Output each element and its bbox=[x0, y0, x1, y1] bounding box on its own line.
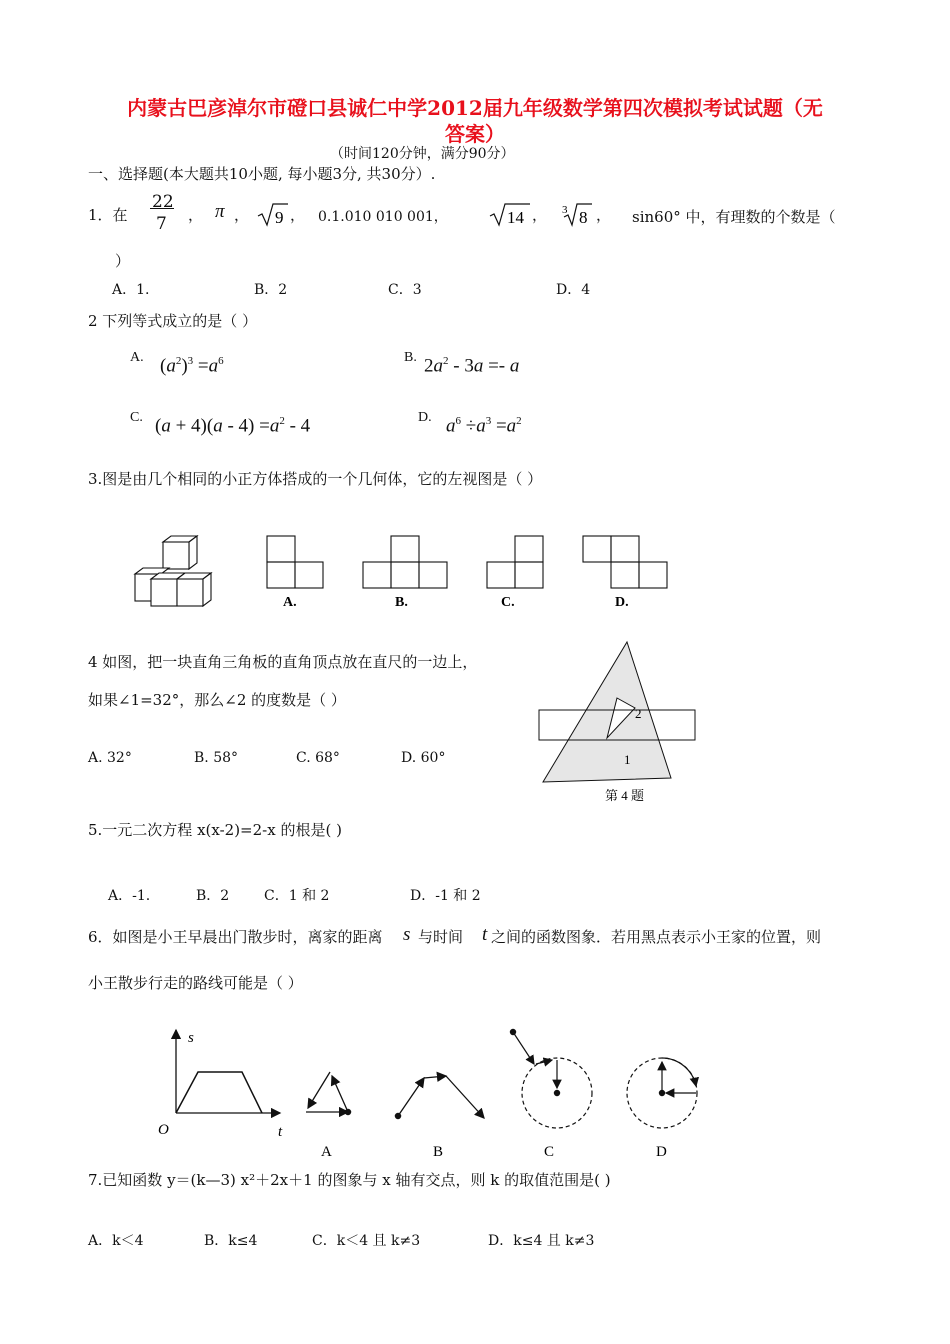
cbrt-index: 3 bbox=[562, 204, 568, 216]
q2-label-d: D. bbox=[418, 410, 432, 425]
q1-comma2: ， bbox=[234, 206, 250, 224]
q1-option-a[interactable]: A．1. bbox=[112, 282, 150, 298]
q6-line1-a: 6．如图是小王早晨出门散步时，离家的距离 bbox=[88, 928, 383, 946]
exam-title-line1: 内蒙古巴彦淖尔市磴口县诚仁中学2012届九年级数学第四次模拟考试试题（无 bbox=[127, 96, 823, 120]
q7-option-b[interactable]: B．k≤4 bbox=[204, 1233, 258, 1249]
q3-figures bbox=[125, 530, 685, 615]
q1-option-d[interactable]: D．4 bbox=[556, 282, 591, 298]
q4-option-b[interactable]: B. 58° bbox=[194, 750, 239, 766]
q7-stem: 7.已知函数 y＝(k—3) x²＋2x＋1 的图象与 x 轴有交点，则 k 的取值范围是( ) bbox=[88, 1171, 611, 1189]
q4-option-d[interactable]: D. 60° bbox=[401, 750, 446, 766]
q6-line2: 小王散步行走的路线可能是（ ） bbox=[88, 974, 303, 992]
q1-comma3: ， bbox=[290, 206, 306, 224]
q2-label-c: C. bbox=[130, 410, 143, 425]
q5-option-b[interactable]: B．2 bbox=[196, 888, 230, 904]
q1-option-c[interactable]: C．3 bbox=[388, 282, 422, 298]
q1-comma4: ， bbox=[532, 206, 548, 224]
angle-2-label: 2 bbox=[635, 706, 642, 721]
q6-label-c: C bbox=[544, 1144, 555, 1160]
q1-frac-bar bbox=[150, 208, 174, 209]
q1-pi: π bbox=[215, 201, 225, 222]
q2-label-b: B. bbox=[404, 350, 417, 365]
graph-axis-s: s bbox=[188, 1030, 194, 1046]
q5-stem: 5.一元二次方程 x(x-2)=2-x 的根是( ) bbox=[88, 821, 342, 839]
cbrt-8 bbox=[560, 200, 596, 228]
angle-1-label: 1 bbox=[624, 752, 631, 767]
q4-ruler-triangle-figure bbox=[535, 638, 700, 813]
set-square bbox=[543, 642, 671, 782]
q6-var-t: t bbox=[482, 924, 488, 945]
sqrt-14 bbox=[488, 200, 532, 228]
q5-option-a[interactable]: A．-1. bbox=[108, 888, 151, 904]
q1-prefix: 1．在 bbox=[88, 206, 128, 224]
q4-figure-caption: 第 4 题 bbox=[605, 788, 645, 803]
q3-view-d[interactable] bbox=[583, 536, 667, 588]
cube-solid-figure bbox=[135, 536, 211, 606]
sqrt9-radicand: 9 bbox=[275, 208, 284, 227]
q4-option-c[interactable]: C. 68° bbox=[296, 750, 340, 766]
q6-label-b: B bbox=[433, 1144, 444, 1160]
q6-line1-mid: 与时间 bbox=[418, 928, 464, 946]
exam-title-line2: 答案） bbox=[445, 122, 505, 146]
sqrt14-radicand: 14 bbox=[507, 208, 524, 227]
q3-view-c[interactable] bbox=[487, 536, 543, 588]
q1-frac-den: 7 bbox=[156, 214, 167, 234]
q7-option-d[interactable]: D．k≤4 且 k≠3 bbox=[488, 1233, 595, 1249]
q1-decimal: 0.1.010 010 001， bbox=[318, 209, 448, 225]
q6-line1-end: 之间的函数图象．若用黑点表示小王家的位置，则 bbox=[491, 928, 822, 946]
q3-stem: 3.图是由几个相同的小正方体搭成的一个几何体，它的左视图是（ ） bbox=[88, 470, 543, 488]
q2-option-d[interactable]: $a^6 \div a^3 =a^2$ bbox=[446, 415, 522, 437]
q6-label-d: D bbox=[656, 1144, 667, 1160]
route-a[interactable] bbox=[306, 1072, 351, 1115]
graph-axis-t: t bbox=[278, 1124, 283, 1140]
q2-option-c[interactable]: $(a + 4)(a - 4) =a^2 - 4$ bbox=[155, 415, 311, 437]
q4-line1: 4 如图，把一块直角三角板的直角顶点放在直尺的一边上， bbox=[88, 653, 478, 671]
q3-label-d: D. bbox=[615, 595, 629, 610]
sqrt-9 bbox=[256, 200, 290, 228]
q3-view-a[interactable] bbox=[267, 536, 323, 588]
route-d[interactable] bbox=[627, 1058, 697, 1128]
q2-option-b[interactable]: $2a^2 - 3a =- a$ bbox=[424, 355, 520, 377]
route-c[interactable] bbox=[510, 1029, 592, 1128]
q3-label-b: B. bbox=[395, 595, 408, 610]
q1-comma: ， bbox=[188, 206, 204, 224]
q2-label-a: A. bbox=[130, 350, 144, 365]
q5-option-d[interactable]: D．-1 和 2 bbox=[410, 888, 481, 904]
q6-figures bbox=[150, 1020, 710, 1165]
q1-sin-text: sin60° 中，有理数的个数是（ bbox=[632, 208, 836, 226]
q1-close: ） bbox=[115, 252, 131, 270]
q1-option-b[interactable]: B．2 bbox=[254, 282, 288, 298]
q1-comma5: ， bbox=[596, 206, 612, 224]
q7-option-a[interactable]: A．k＜4 bbox=[88, 1233, 144, 1249]
q3-label-c: C. bbox=[501, 595, 515, 610]
section-heading: 一、选择题(本大题共10小题, 每小题3分, 共30分）. bbox=[88, 165, 436, 183]
exam-subtitle: （时间120分钟，满分90分） bbox=[330, 146, 515, 162]
q6-label-a: A bbox=[321, 1144, 332, 1160]
q3-label-a: A. bbox=[283, 595, 297, 610]
q7-option-c[interactable]: C．k＜4 且 k≠3 bbox=[312, 1233, 421, 1249]
q1-frac-num: 22 bbox=[152, 192, 174, 212]
q5-option-c[interactable]: C．1 和 2 bbox=[264, 888, 330, 904]
graph-origin: O bbox=[158, 1122, 169, 1138]
q3-view-b[interactable] bbox=[363, 536, 447, 588]
cbrt8-radicand: 8 bbox=[579, 208, 588, 227]
q6-var-s: s bbox=[403, 924, 411, 945]
q4-option-a[interactable]: A. 32° bbox=[88, 750, 132, 766]
q2-stem: 2 下列等式成立的是（ ） bbox=[88, 312, 258, 330]
q2-option-a[interactable]: $(a^2)^3 =a^6$ bbox=[160, 355, 224, 377]
route-b[interactable] bbox=[395, 1076, 484, 1119]
q4-line2: 如果∠1=32°，那么∠2 的度数是（ ） bbox=[88, 691, 346, 709]
